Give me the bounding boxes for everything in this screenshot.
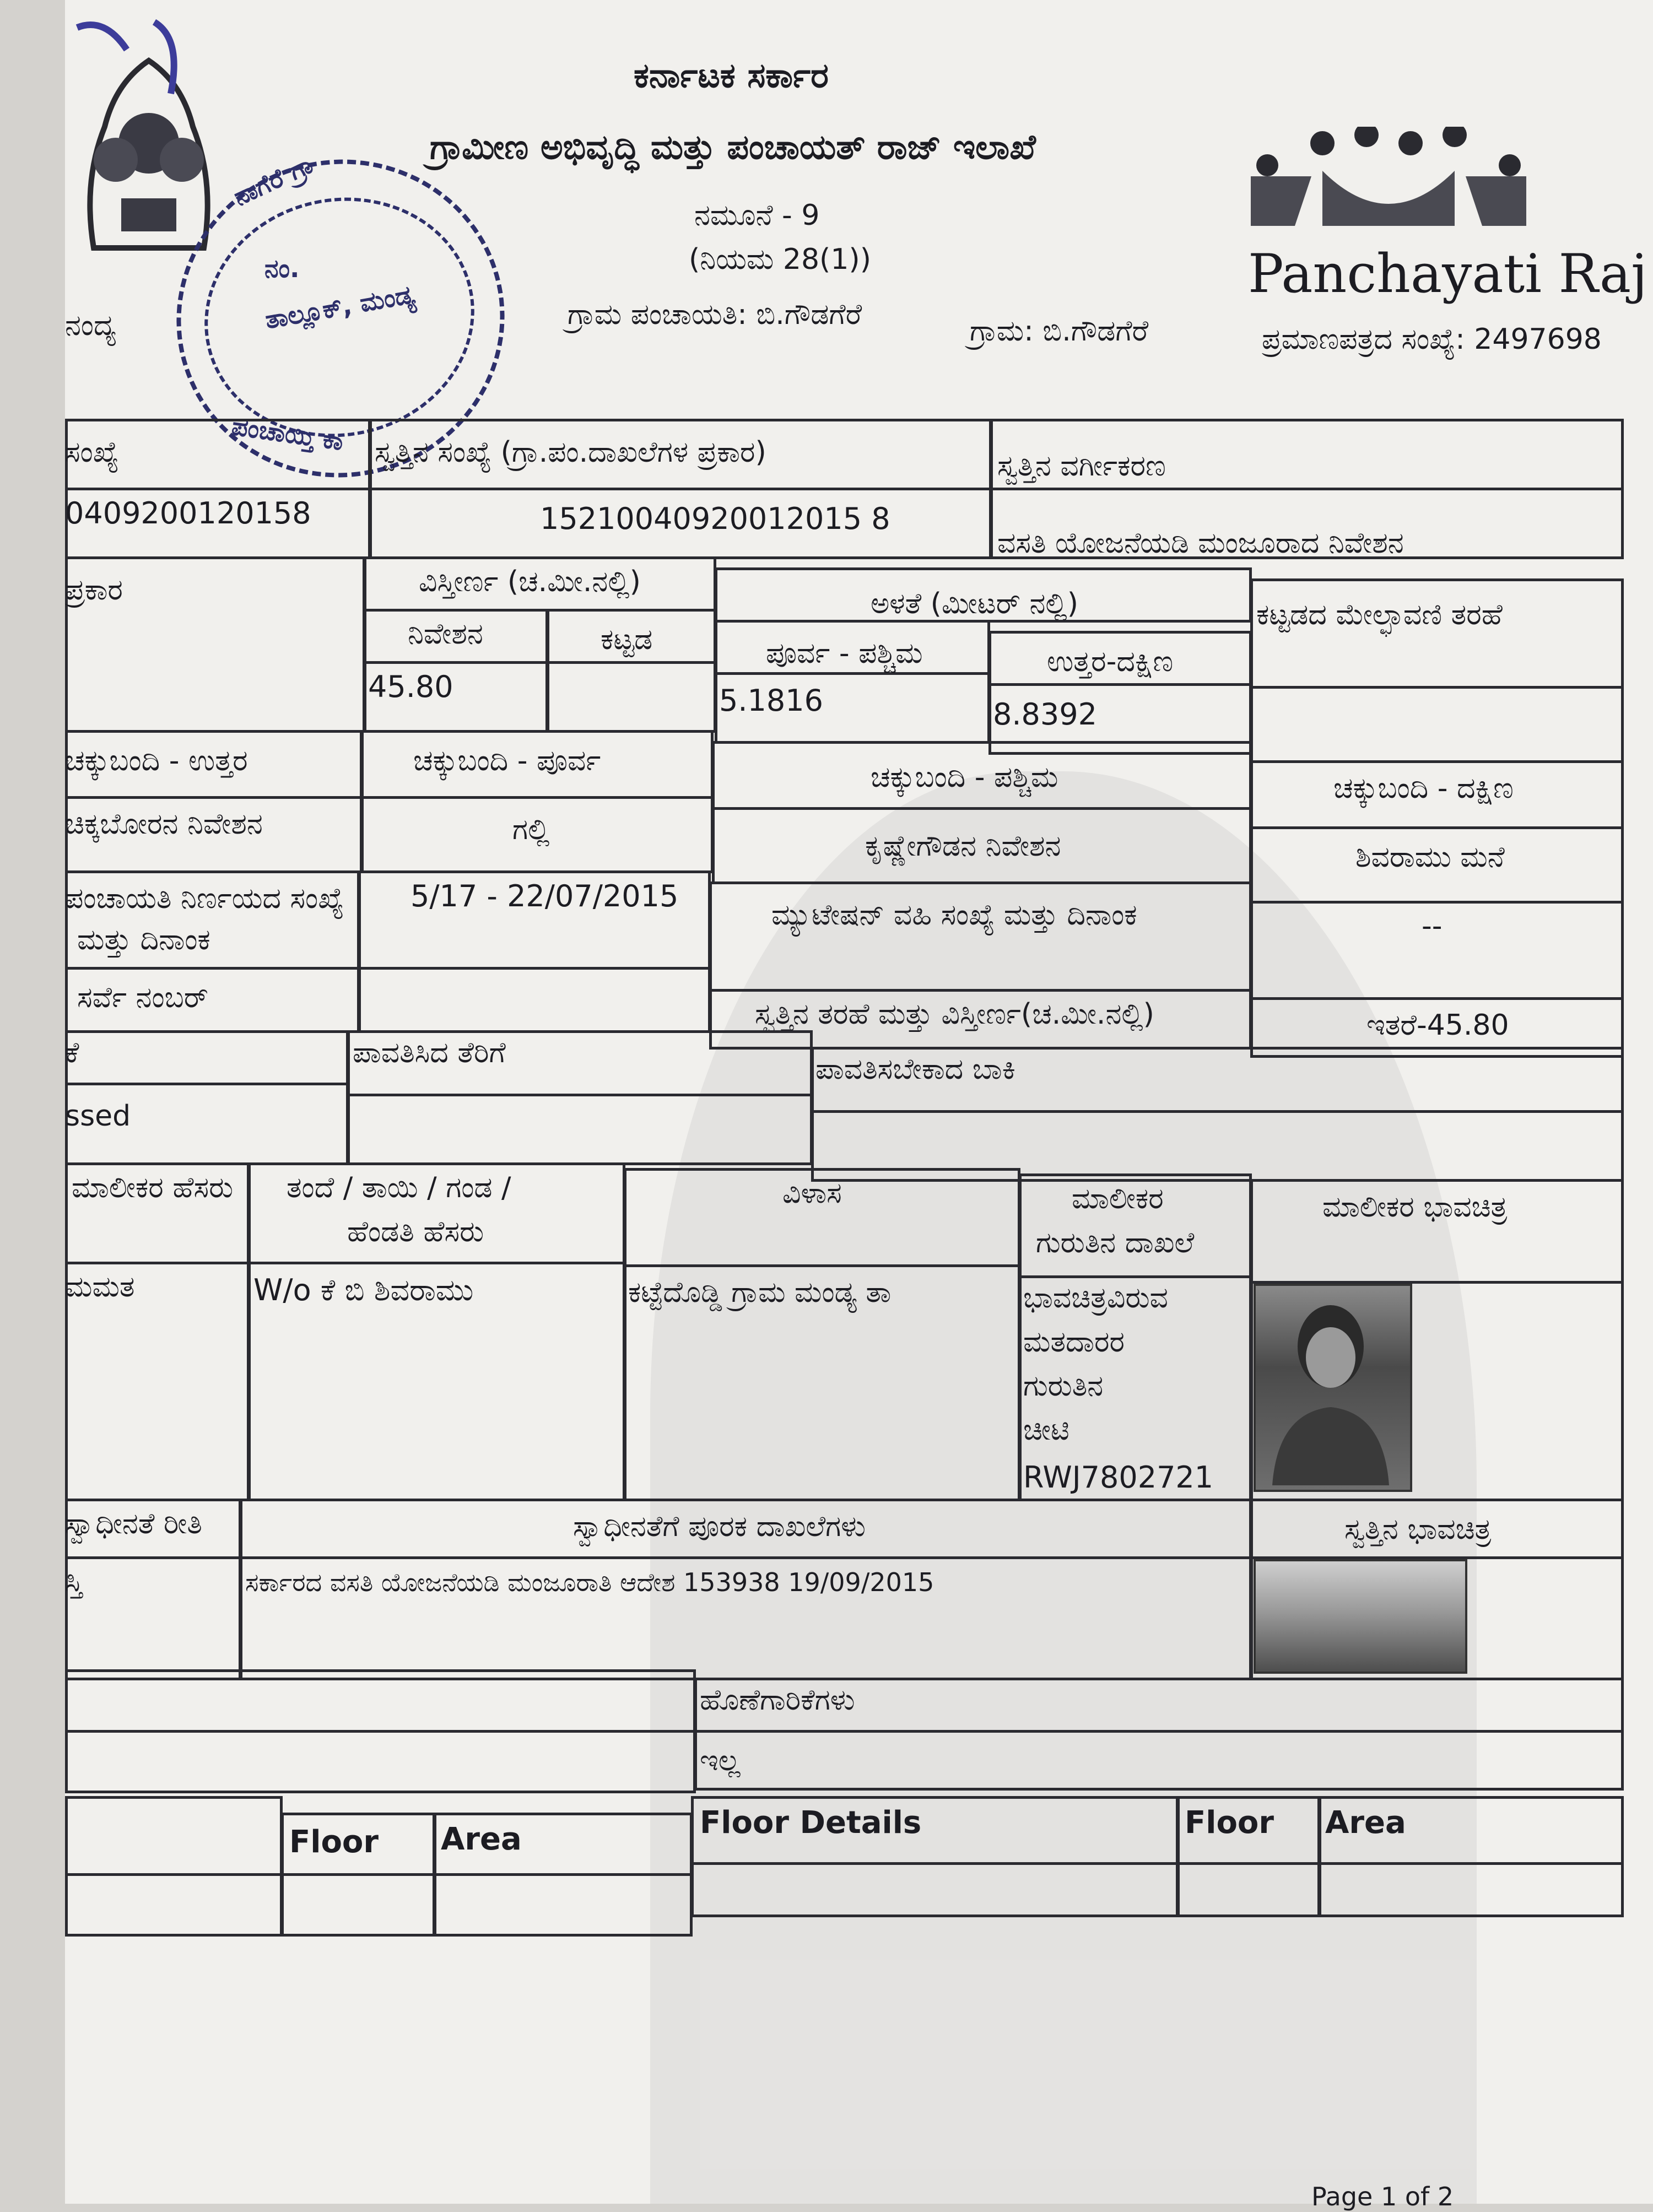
cell [65, 1873, 283, 1937]
area-label-floor-2: Area [1325, 1805, 1406, 1841]
cell [347, 1094, 813, 1165]
cell [65, 1796, 283, 1876]
acquisition-docs-label: ಸ್ವಾಧೀನತೆಗೆ ಪೂರಕ ದಾಖಲೆಗಳು [573, 1510, 866, 1543]
acquisition-docs-value: ಸರ್ಕಾರದ ವಸತಿ ಯೋಜನೆಯಡಿ ಮಂಜೂರಾತಿ ಆದೇಶ 153938 19/09/2015 [245, 1567, 934, 1597]
roof-type-label: ಕಟ್ಟಡದ ಮೇಲ್ಛಾವಣಿ ತರಹೆ [1256, 598, 1503, 631]
cell [65, 1669, 696, 1733]
east-west-label: ಪೂರ್ವ - ಪಶ್ಚಿಮ [766, 637, 923, 670]
owner-id-label-line2: ಗುರುತಿನ ದಾಖಲೆ [1036, 1226, 1195, 1259]
mutation-value: -- [1422, 910, 1443, 943]
survey-number-label: ಸರ್ವೆ ನಂಬರ್ [77, 981, 209, 1014]
acquisition-label: ಸ್ವಾಧೀನತೆ ರೀತಿ [65, 1507, 202, 1540]
dept-title-line1: ಕರ್ನಾಟಕ ಸರ್ಕಾರ [634, 55, 829, 95]
property-id-left-label: ಸಂಖ್ಯೆ [65, 436, 119, 469]
form-rule: (ನಿಯಮ 28(1)) [689, 243, 871, 276]
floor-details-label: Floor Details [700, 1805, 922, 1841]
cell [281, 1873, 435, 1937]
building-label: ಕಟ್ಟಡ [601, 623, 653, 656]
tax-due-label: ಪಾವತಿಸಬೇಕಾದ ಬಾಕಿ [815, 1053, 1015, 1086]
tax-paid-label: ಪಾವತಿಸಿದ ತೆರಿಗೆ [353, 1036, 506, 1069]
acquisition-left-value: ಸ್ತಿ [65, 1565, 83, 1598]
cell [65, 1730, 696, 1793]
owner-id-value-line2: ಮತದಾರರ [1023, 1326, 1125, 1359]
owner-relation-label-line1: ತಂದೆ / ತಾಯಿ / ಗಂಡ / [287, 1171, 511, 1204]
north-south-value: 8.8392 [993, 697, 1097, 732]
cell [65, 1030, 349, 1085]
area-label: ವಿಸ್ತೀರ್ಣ (ಚ.ಮೀ.ನಲ್ಲಿ) [419, 565, 641, 598]
karnataka-emblem-icon [72, 17, 226, 270]
site-label: ನಿವೇಶನ [408, 618, 483, 651]
owner-name-value: ಮಮತ [65, 1270, 135, 1304]
floor-label-2: Floor [1185, 1805, 1274, 1841]
north-south-label: ಉತ್ತರ-ದಕ್ಷಿಣ [1047, 645, 1174, 678]
owner-id-value-line5: RWJ7802721 [1023, 1460, 1214, 1495]
owner-address-value: ಕಟ್ಟೆದೊಡ್ಡಿ ಗ್ರಾಮ ಮಂಡ್ಯ ತಾ [628, 1276, 892, 1309]
cell [1250, 686, 1624, 763]
property-type-area-value: ಇತರೆ-45.80 [1366, 1009, 1509, 1042]
property-id-value: 15210040920012015 8 [540, 501, 890, 536]
owner-relation-label-line2: ಹೆಂಡತಿ ಹೆಸರು [347, 1215, 484, 1248]
resolution-label-line1: ಪಂಚಾಯತಿ ನಿರ್ಣಯದ ಸಂಖ್ಯೆ [65, 882, 344, 915]
boundary-east-label: ಚಕ್ಕುಬಂದಿ - ಪೂರ್ವ [413, 744, 601, 777]
page-number: Page 1 of 2 [1311, 2182, 1454, 2211]
stamp-place-text: ತಾಲ್ಲೂಕ್, ಮಂಡ್ಯ [263, 279, 417, 335]
cell [694, 1730, 1624, 1791]
stamp-no-text: ನಂ. [264, 253, 300, 283]
resolution-value: 5/17 - 22/07/2015 [410, 879, 679, 913]
certificate-number: ಪ್ರಮಾಣಪತ್ರದ ಸಂಖ್ಯೆ: 2497698 [1262, 323, 1602, 356]
site-area-value: 45.80 [368, 669, 453, 704]
panchayati-raj-logo-icon [1245, 127, 1532, 237]
panchayati-raj-logo-text: Panchayati Raj [1248, 243, 1647, 305]
property-class-label: ಸ್ವತ್ತಿನ ವರ್ಗೀಕರಣ [997, 450, 1166, 483]
area-label-floor: Area [441, 1821, 522, 1857]
cell [434, 1873, 693, 1937]
owner-name-label: ಮಾಲೀಕರ ಹೆಸರು [72, 1171, 234, 1204]
property-type-label: ಪ್ರಕಾರ [65, 574, 123, 607]
tax-left-label: ಕೆ [65, 1036, 79, 1069]
left-cut-text: ನಂದ್ಯ [65, 309, 116, 342]
boundary-north-value: ಚಿಕ್ಕಬೋರನ ನಿವೇಶನ [65, 808, 263, 841]
liabilities-label: ಹೊಣೆಗಾರಿಕೆಗಳು [700, 1684, 855, 1717]
form-number: ನಮೂನೆ - 9 [694, 199, 820, 232]
resolution-label-line2: ಮತ್ತು ದಿನಾಂಕ [77, 923, 210, 956]
cell [65, 1556, 241, 1680]
east-west-value: 5.1816 [719, 683, 823, 718]
stamp-bottom-text: ಪಂಚಾಯ್ತಿ ಕಾ [230, 411, 345, 456]
property-type-area-label: ಸ್ವತ್ತಿನ ತರಹೆ ಮತ್ತು ವಿಸ್ತೀರ್ಣ(ಚ.ಮೀ.ನಲ್ಲಿ) [755, 998, 1154, 1031]
stamp-top-text: ನಾಗೆರೆ ಗ್ರಾ [229, 149, 318, 212]
boundary-north-label: ಚಕ್ಕುಬಂದಿ - ಉತ್ತರ [65, 744, 248, 777]
cell [547, 661, 716, 733]
cell [1319, 1862, 1624, 1917]
owner-photo-label: ಮಾಲೀಕರ ಭಾವಚಿತ್ರ [1322, 1191, 1508, 1224]
gram-panchayat: ಗ್ರಾಮ ಪಂಚಾಯತಿ: ಬಿ.ಗೌಡಗೆರೆ [568, 298, 862, 331]
owner-id-value-line4: ಚೀಟಿ [1023, 1414, 1069, 1447]
dimension-label: ಅಳತೆ (ಮೀಟರ್ ನಲ್ಲಿ) [871, 587, 1079, 620]
boundary-west-label: ಚಕ್ಕುಬಂದಿ - ಪಶ್ಚಿಮ [871, 761, 1058, 794]
mutation-label: ಮ್ಯುಟೇಷನ್ ವಹಿ ಸಂಖ್ಯೆ ಮತ್ತು ದಿನಾಂಕ [771, 899, 1137, 932]
boundary-south-label: ಚಕ್ಕುಬಂದಿ - ದಕ್ಷಿಣ [1333, 772, 1514, 805]
cell [358, 967, 711, 1033]
property-id-left-value: 0409200120158 [65, 496, 311, 531]
cell [691, 1862, 1179, 1917]
owner-id-value-line1: ಭಾವಚಿತ್ರವಿರುವ [1023, 1281, 1168, 1315]
boundary-east-value: ಗಲ್ಲಿ [512, 813, 550, 846]
owner-address-label: ವಿಳಾಸ [782, 1177, 842, 1210]
property-id-label: ಸ್ವತ್ತಿನ ಸಂಖ್ಯೆ (ಗ್ರಾ.ಪಂ.ದಾಖಲೆಗಳ ಪ್ರಕಾರ) [375, 436, 766, 469]
cell [1177, 1862, 1320, 1917]
dept-title-line2: ಗ್ರಾಮೀಣ ಅಭಿವೃದ್ಧಿ ಮತ್ತು ಪಂಚಾಯತ್ ರಾಜ್ ಇಲಾಖೆ [430, 127, 1036, 167]
liabilities-value: ಇಲ್ಲ [700, 1744, 741, 1777]
cell [1250, 578, 1624, 689]
owner-photo [1254, 1284, 1412, 1492]
property-photo [1254, 1559, 1467, 1674]
boundary-west-value: ಕೃಷ್ಣೇಗೌಡನ ನಿವೇಶನ [865, 830, 1061, 863]
floor-label: Floor [289, 1824, 379, 1860]
property-photo-label: ಸ್ವತ್ತಿನ ಭಾವಚಿತ್ರ [1344, 1513, 1492, 1546]
owner-id-label-line1: ಮಾಲೀಕರ [1072, 1182, 1164, 1215]
owner-id-value-line3: ಗುರುತಿನ [1023, 1370, 1104, 1403]
village-name: ಗ್ರಾಮ: ಬಿ.ಗೌಡಗೆರೆ [970, 315, 1149, 348]
tax-left-label-2: ssed [65, 1100, 131, 1133]
boundary-south-value: ಶಿವರಾಮು ಮನೆ [1355, 841, 1505, 874]
property-class-value: ವಸತಿ ಯೋಜನೆಯಡಿ ಮಂಜೂರಾದ ನಿವೇಶನ [997, 527, 1404, 560]
owner-relation-value: W/o ಕೆ ಬಿ ಶಿವರಾಮು [253, 1273, 474, 1307]
